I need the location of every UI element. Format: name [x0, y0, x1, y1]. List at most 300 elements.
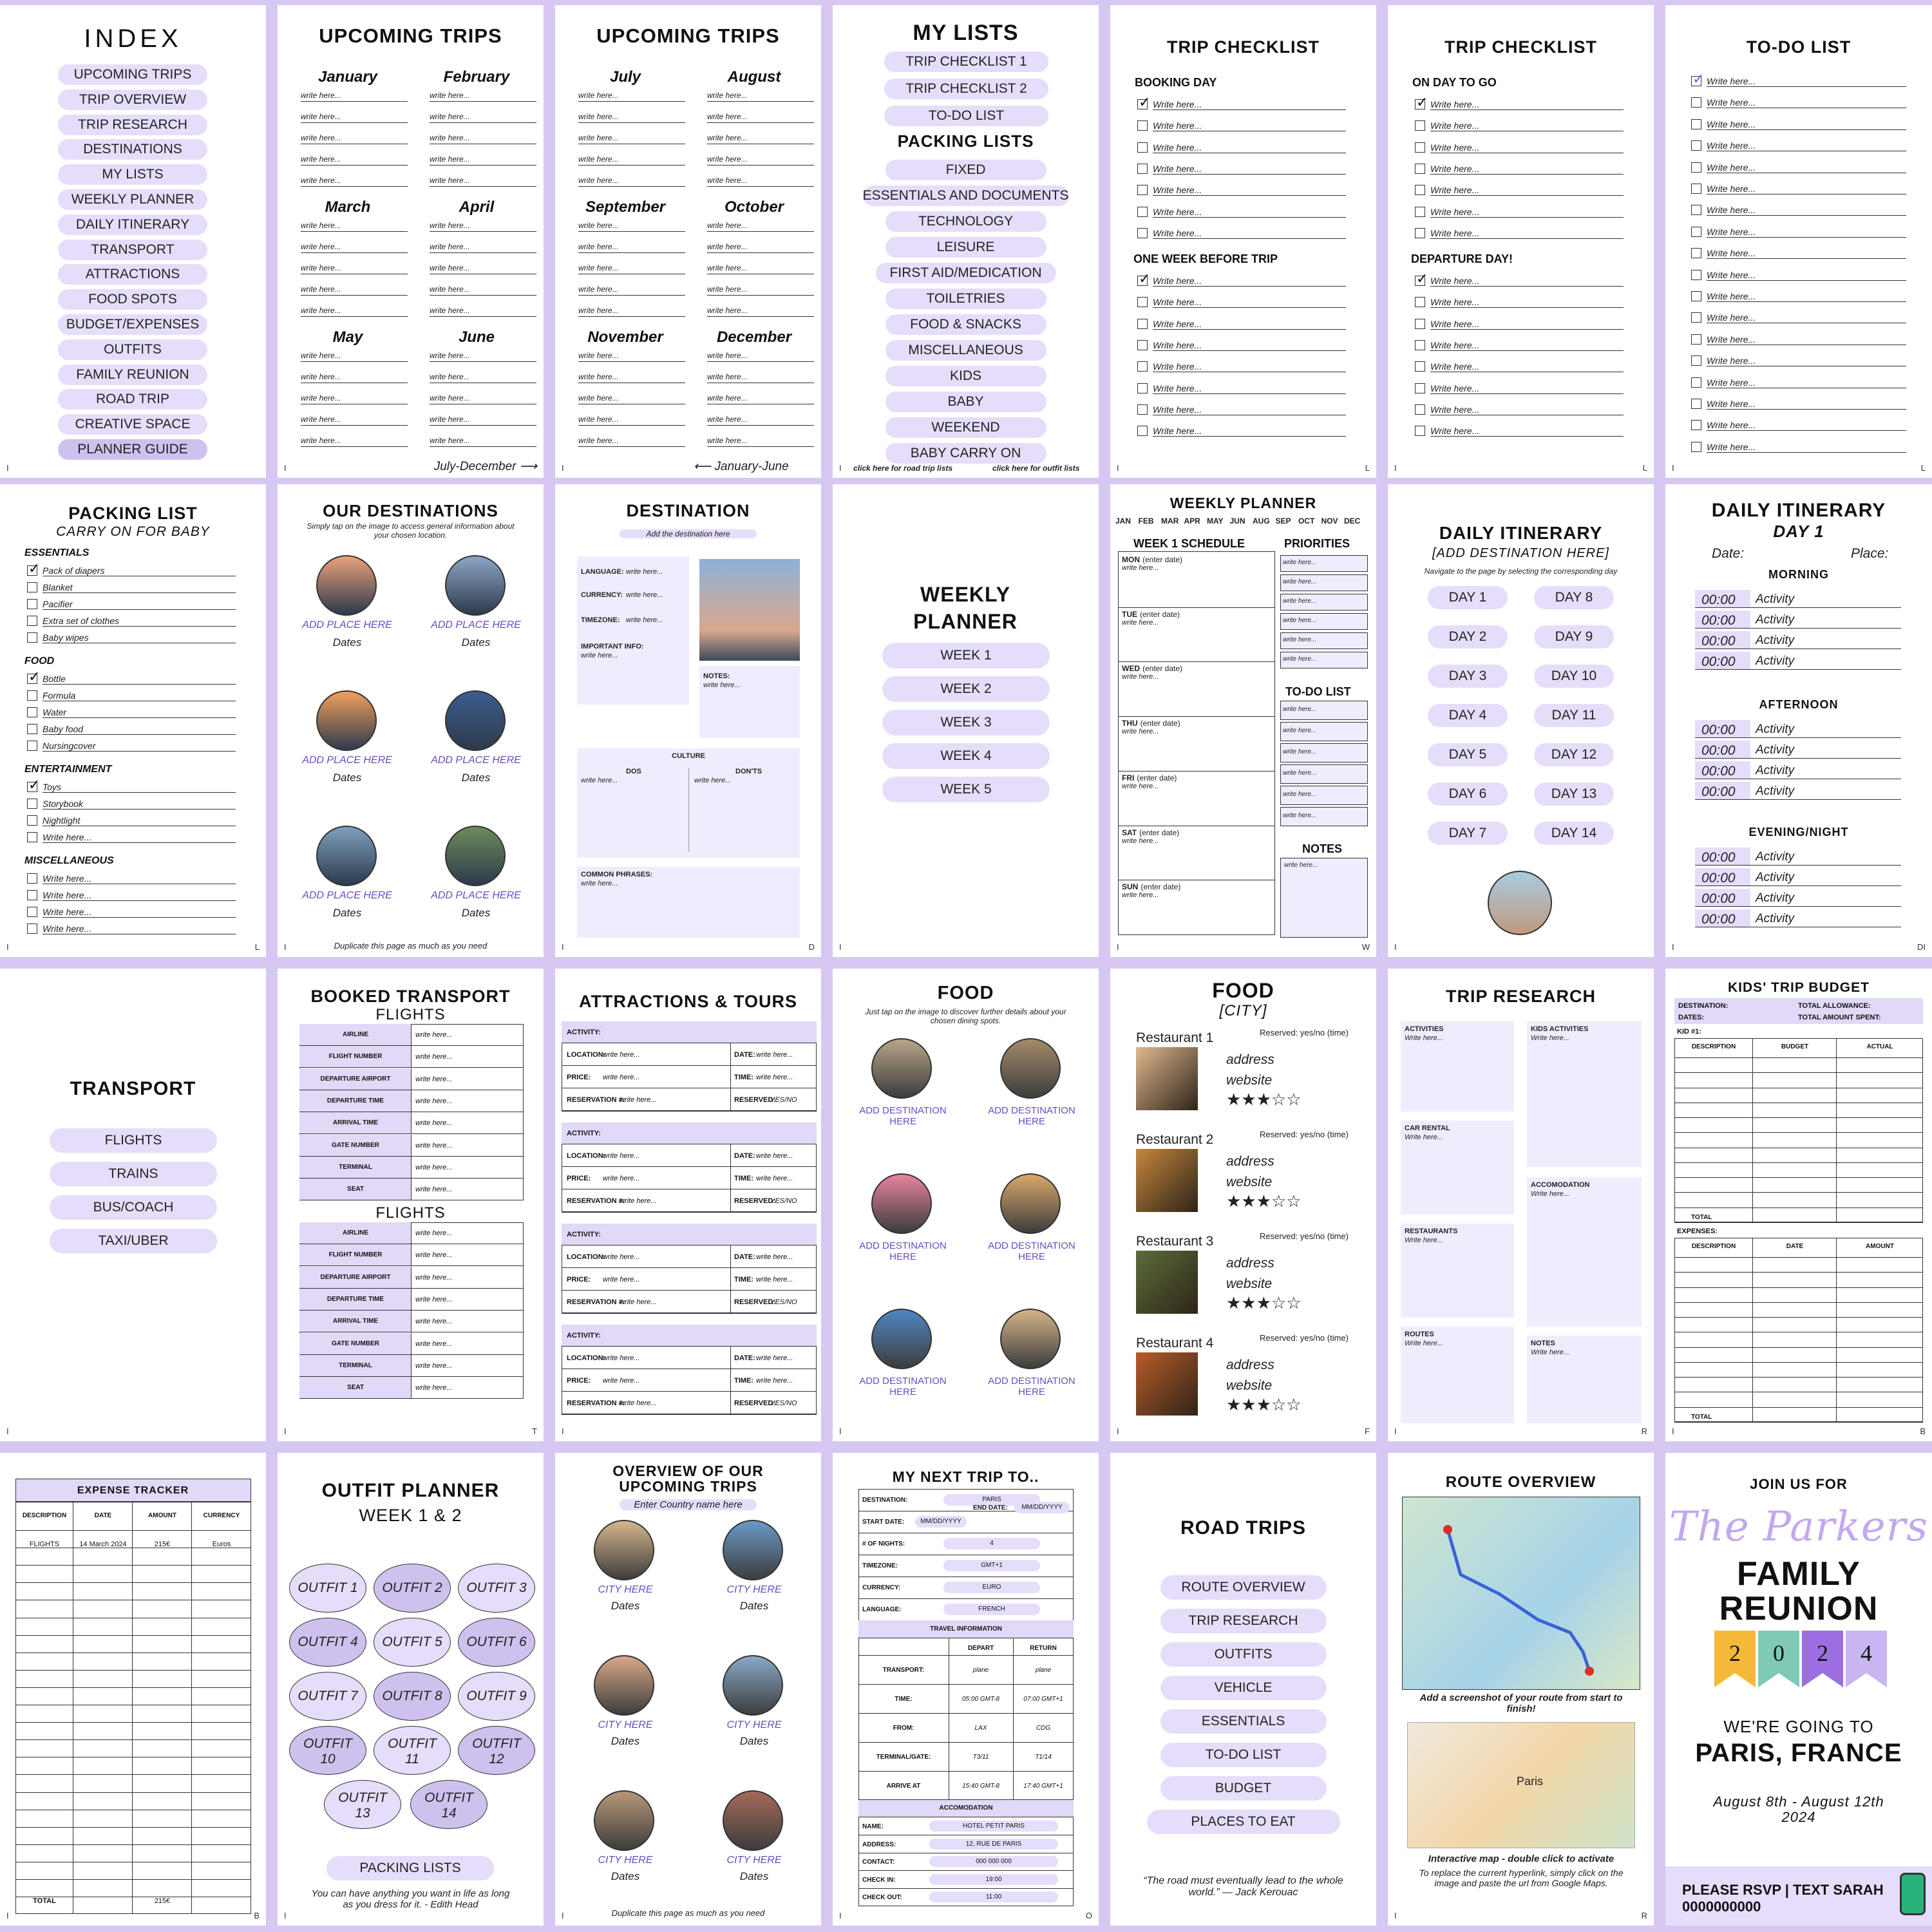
packing-item[interactable]: Write here... — [43, 890, 92, 900]
write-here-field[interactable]: write here... — [603, 1276, 640, 1283]
activity-field[interactable]: Activity — [1756, 850, 1795, 864]
city-photo[interactable] — [723, 1655, 783, 1716]
write-here-field[interactable]: write here... — [1283, 812, 1317, 819]
family-photo[interactable] — [1488, 871, 1552, 935]
outfit-label[interactable]: OUTFIT 11 — [388, 1736, 437, 1766]
restaurant-photo[interactable] — [1000, 1038, 1061, 1099]
website-link[interactable]: website — [1226, 1175, 1273, 1189]
packing-item[interactable]: Nightlight — [43, 815, 80, 826]
checkbox[interactable] — [1691, 227, 1701, 237]
return-value[interactable]: CDG — [1036, 1725, 1051, 1732]
checkbox[interactable] — [1691, 119, 1701, 129]
index-link-2[interactable]: TRIP RESEARCH — [58, 115, 207, 135]
transport-link-2[interactable]: BUS/COACH — [50, 1195, 217, 1220]
transport-link-0[interactable]: FLIGHTS — [50, 1128, 217, 1153]
write-here-field[interactable]: Write here... — [1430, 383, 1480, 393]
write-here-field[interactable]: Write here... — [1430, 185, 1480, 196]
activity-field[interactable]: Activity — [1756, 654, 1795, 668]
checkbox[interactable] — [1415, 361, 1425, 372]
yes-no-toggle[interactable]: YES/NO — [770, 1197, 797, 1205]
day-link[interactable]: DAY 13 — [1534, 782, 1614, 806]
index-link-5[interactable]: WEEKLY PLANNER — [58, 189, 207, 210]
packing-link-7[interactable]: MISCELLANEOUS — [886, 340, 1046, 361]
packing-item[interactable]: Write here... — [43, 832, 92, 842]
outfit-label[interactable]: OUTFIT 9 — [466, 1689, 527, 1703]
restaurant-photo[interactable] — [1136, 1149, 1198, 1212]
write-here-field[interactable]: write here... — [415, 1119, 453, 1128]
enter-date[interactable]: (enter date) — [1137, 773, 1177, 782]
write-here-field[interactable]: Write here... — [1153, 383, 1202, 393]
write-here-field[interactable]: write here... — [707, 176, 748, 185]
write-here-field[interactable]: write here... — [707, 263, 748, 272]
write-here-field[interactable]: write here... — [581, 880, 618, 887]
month-tab-oct[interactable]: OCT — [1298, 516, 1315, 526]
packing-item[interactable]: Water — [43, 707, 67, 717]
write-here-field[interactable]: write here... — [1122, 618, 1159, 627]
page-nav-link[interactable]: July-December ⟶ — [433, 460, 537, 473]
month-tab-apr[interactable]: APR — [1184, 516, 1200, 526]
add-place-label[interactable]: ADD PLACE HERE — [431, 755, 521, 766]
checkbox[interactable] — [1415, 164, 1425, 174]
write-here-field[interactable]: write here... — [301, 242, 341, 251]
week-link-4[interactable]: WEEK 5 — [882, 777, 1050, 802]
write-here-field[interactable]: Write here... — [1430, 361, 1480, 372]
depart-value[interactable]: plane — [972, 1667, 989, 1674]
checkbox[interactable] — [1137, 228, 1148, 238]
time-value[interactable]: 00:00 — [1701, 891, 1736, 906]
write-here-field[interactable]: write here... — [578, 91, 619, 100]
write-here-field[interactable]: write here... — [301, 415, 341, 424]
write-here-field[interactable]: write here... — [578, 415, 619, 424]
week-link-0[interactable]: WEEK 1 — [882, 643, 1050, 668]
write-here-field[interactable]: write here... — [415, 1251, 453, 1260]
packing-item[interactable]: Extra set of clothes — [43, 616, 120, 626]
city-label[interactable]: CITY HERE — [726, 1855, 782, 1866]
write-here-field[interactable]: write here... — [603, 1354, 640, 1362]
destination-photo[interactable] — [316, 690, 377, 751]
write-here-field[interactable]: write here... — [581, 777, 618, 784]
add-place-label[interactable]: ADD PLACE HERE — [431, 620, 521, 630]
activity-field[interactable]: Activity — [1756, 592, 1795, 606]
day-link[interactable]: DAY 8 — [1534, 586, 1614, 609]
write-here-field[interactable]: write here... — [430, 112, 470, 121]
write-here-field[interactable]: write here... — [1283, 656, 1317, 663]
expense-value[interactable]: 14 March 2024 — [79, 1540, 127, 1548]
write-here-field[interactable]: write here... — [1122, 891, 1159, 900]
activity-field[interactable]: Activity — [1756, 723, 1795, 736]
transport-link-3[interactable]: TAXI/UBER — [50, 1229, 217, 1253]
address-field[interactable]: address — [1226, 1358, 1274, 1372]
write-here-field[interactable]: write here... — [756, 1253, 793, 1261]
write-here-field[interactable]: write here... — [707, 155, 748, 164]
write-here-field[interactable]: write here... — [707, 436, 748, 445]
time-value[interactable]: 00:00 — [1701, 723, 1736, 737]
transport-link-1[interactable]: TRAINS — [50, 1162, 217, 1186]
time-value[interactable]: 00:00 — [1701, 784, 1736, 799]
write-here-field[interactable]: write here... — [430, 176, 470, 185]
checkbox[interactable] — [1137, 361, 1148, 372]
roadtrip-link-5[interactable]: TO-DO LIST — [1160, 1743, 1327, 1767]
write-here-field[interactable]: write here... — [415, 1295, 453, 1303]
packing-item[interactable]: Nursingcover — [43, 741, 96, 751]
row-value[interactable]: MM/DD/YYYY — [920, 1518, 961, 1525]
write-here-field[interactable]: write here... — [707, 91, 748, 100]
checkbox[interactable] — [27, 815, 37, 826]
yes-no-toggle[interactable]: YES/NO — [770, 1399, 797, 1407]
packing-link-6[interactable]: FOOD & SNACKS — [886, 314, 1046, 335]
depart-value[interactable]: T3/11 — [972, 1754, 989, 1761]
destination-photo[interactable] — [699, 559, 800, 661]
write-here-field[interactable]: write here... — [620, 1298, 657, 1306]
day-link[interactable]: DAY 6 — [1428, 782, 1508, 806]
write-here-field[interactable]: Write here... — [1153, 404, 1202, 415]
write-here-field[interactable]: Write here... — [1405, 1340, 1443, 1347]
rsvp-phone[interactable]: 0000000000 — [1682, 1899, 1761, 1915]
outfit-label[interactable]: OUTFIT 2 — [382, 1580, 442, 1595]
activity-field[interactable]: Activity — [1756, 912, 1795, 925]
index-link-0[interactable]: UPCOMING TRIPS — [58, 64, 207, 85]
packing-item[interactable]: Formula — [43, 690, 76, 701]
add-destination-label[interactable]: ADD DESTINATION HERE — [859, 1376, 947, 1397]
expense-value[interactable]: FLIGHTS — [29, 1540, 60, 1548]
list-link-2[interactable]: TO-DO LIST — [884, 106, 1048, 126]
packing-link-0[interactable]: FIXED — [886, 160, 1046, 180]
write-here-field[interactable]: write here... — [430, 393, 470, 402]
index-link-14[interactable]: CREATIVE SPACE — [58, 414, 207, 435]
day-link[interactable]: DAY 4 — [1428, 704, 1508, 727]
checkbox[interactable] — [1691, 140, 1701, 151]
checkbox[interactable] — [1691, 162, 1701, 173]
packing-item[interactable]: Blanket — [43, 582, 73, 592]
city-label[interactable]: CITY HERE — [726, 1719, 782, 1730]
enter-date[interactable]: (enter date) — [1142, 555, 1183, 564]
time-value[interactable]: 00:00 — [1701, 613, 1736, 628]
packing-link-10[interactable]: WEEKEND — [886, 417, 1046, 438]
write-here-field[interactable]: write here... — [1122, 564, 1159, 572]
restaurant-photo[interactable] — [1000, 1173, 1061, 1234]
checkbox[interactable] — [1415, 426, 1425, 436]
index-link-6[interactable]: DAILY ITINERARY — [58, 214, 207, 235]
write-here-field[interactable]: write here... — [578, 285, 619, 294]
index-link-15[interactable]: PLANNER GUIDE — [58, 439, 207, 460]
checkbox[interactable] — [1415, 185, 1425, 195]
write-here-field[interactable]: write here... — [430, 285, 470, 294]
checkbox[interactable] — [27, 599, 37, 609]
checkbox[interactable] — [27, 724, 37, 734]
add-destination-label[interactable]: ADD DESTINATION HERE — [988, 1376, 1075, 1397]
packing-link-3[interactable]: LEISURE — [886, 237, 1046, 258]
write-here-field[interactable]: write here... — [707, 393, 748, 402]
outfit-label[interactable]: OUTFIT 12 — [472, 1736, 521, 1766]
write-here-field[interactable]: write here... — [603, 1253, 640, 1261]
day-link[interactable]: DAY 1 — [1428, 586, 1508, 609]
write-here-field[interactable]: Write here... — [1430, 318, 1480, 329]
checkbox[interactable] — [1691, 442, 1701, 452]
restaurant-photo[interactable] — [1136, 1352, 1198, 1416]
outfit-label[interactable]: OUTFIT 1 — [298, 1580, 358, 1595]
write-here-field[interactable]: write here... — [707, 221, 748, 230]
checkbox[interactable] — [27, 923, 37, 934]
write-here-field[interactable]: Write here... — [1430, 426, 1480, 437]
destination-photo[interactable] — [316, 555, 377, 616]
research-box[interactable] — [1527, 1177, 1642, 1327]
day-link[interactable]: DAY 2 — [1428, 625, 1508, 649]
write-here-field[interactable]: write here... — [430, 263, 470, 272]
month-tab-nov[interactable]: NOV — [1321, 516, 1338, 526]
write-here-field[interactable]: write here... — [1122, 728, 1159, 736]
write-here-field[interactable]: write here... — [301, 155, 341, 164]
city-photo[interactable] — [594, 1520, 654, 1580]
return-value[interactable]: 07:00 GMT+1 — [1023, 1696, 1063, 1703]
month-tab-sep[interactable]: SEP — [1275, 516, 1291, 526]
write-here-field[interactable]: write here... — [415, 1163, 453, 1171]
destination-photo[interactable] — [445, 690, 506, 751]
write-here-field[interactable]: Write here... — [1707, 334, 1756, 345]
write-here-field[interactable]: write here... — [603, 1377, 640, 1385]
list-link-1[interactable]: TRIP CHECKLIST 2 — [884, 79, 1048, 99]
website-link[interactable]: website — [1226, 1073, 1273, 1088]
row-value[interactable]: GMT+1 — [981, 1562, 1003, 1569]
write-here-field[interactable]: write here... — [301, 393, 341, 402]
checkbox[interactable] — [27, 582, 37, 592]
checkbox[interactable] — [1691, 377, 1701, 388]
month-tab-may[interactable]: MAY — [1207, 516, 1224, 526]
outfit-label[interactable]: OUTFIT 7 — [298, 1689, 358, 1703]
expense-value[interactable]: 215€ — [154, 1540, 171, 1548]
write-here-field[interactable]: write here... — [603, 1051, 640, 1059]
write-here-field[interactable]: write here... — [415, 1031, 453, 1039]
restaurant-photo[interactable] — [871, 1173, 932, 1234]
star-rating[interactable]: ★★★☆☆ — [1226, 1191, 1302, 1211]
write-here-field[interactable]: Write here... — [1707, 355, 1756, 366]
write-here-field[interactable]: write here... — [578, 242, 619, 251]
checkbox[interactable] — [1137, 383, 1148, 393]
write-here-field[interactable]: write here... — [603, 1175, 640, 1182]
add-destination-label[interactable]: ADD DESTINATION HERE — [988, 1105, 1075, 1127]
write-here-field[interactable]: write here... — [756, 1051, 793, 1059]
write-here-field[interactable]: Write here... — [1153, 276, 1202, 286]
write-here-field[interactable]: Write here... — [1707, 269, 1756, 280]
time-value[interactable]: 00:00 — [1701, 912, 1736, 927]
write-here-field[interactable]: write here... — [430, 351, 470, 360]
write-here-field[interactable]: Write here... — [1707, 248, 1756, 259]
write-here-field[interactable]: write here... — [620, 1096, 657, 1104]
checkbox[interactable] — [27, 832, 37, 842]
write-here-field[interactable]: Write here... — [1153, 120, 1202, 131]
address-field[interactable]: address — [1226, 1154, 1274, 1169]
row-value[interactable]: 12, RUE DE PARIS — [965, 1840, 1022, 1848]
checkbox[interactable] — [1137, 142, 1148, 153]
checkbox[interactable] — [27, 616, 37, 626]
time-value[interactable]: 00:00 — [1701, 871, 1736, 886]
write-here-field[interactable]: Write here... — [1430, 227, 1480, 238]
write-here-field[interactable]: Write here... — [1707, 97, 1756, 108]
reserved-toggle[interactable]: Reserved: yes/no (time) — [1260, 1231, 1349, 1241]
month-tab-aug[interactable]: AUG — [1253, 516, 1270, 526]
write-here-field[interactable]: write here... — [578, 112, 619, 121]
write-here-field[interactable]: write here... — [756, 1074, 793, 1081]
write-here-field[interactable]: write here... — [707, 415, 748, 424]
city-label[interactable]: CITY HERE — [598, 1584, 653, 1595]
write-here-field[interactable]: write here... — [1283, 791, 1317, 798]
write-here-field[interactable]: Write here... — [1430, 206, 1480, 217]
write-here-field[interactable]: write here... — [430, 155, 470, 164]
row-value[interactable]: 4 — [990, 1540, 994, 1547]
depart-value[interactable]: 15:40 GMT-8 — [962, 1783, 999, 1790]
research-box[interactable] — [1527, 1021, 1642, 1167]
write-here-field[interactable]: write here... — [620, 1197, 657, 1205]
day-link[interactable]: DAY 14 — [1534, 822, 1614, 845]
write-here-field[interactable]: write here... — [581, 652, 618, 659]
checkbox[interactable] — [27, 707, 37, 717]
write-here-field[interactable]: write here... — [415, 1361, 453, 1370]
month-tab-jun[interactable]: JUN — [1229, 516, 1245, 526]
write-here-field[interactable]: Write here... — [1707, 441, 1756, 452]
enter-date[interactable]: (enter date) — [1141, 882, 1181, 892]
packing-item[interactable]: Write here... — [43, 907, 92, 917]
reserved-toggle[interactable]: Reserved: yes/no (time) — [1260, 1028, 1349, 1037]
time-value[interactable]: 00:00 — [1701, 743, 1736, 758]
write-here-field[interactable]: write here... — [578, 436, 619, 445]
enter-date[interactable]: (enter date) — [1140, 609, 1180, 619]
write-here-field[interactable]: Write here... — [1153, 99, 1202, 109]
checkbox[interactable] — [1415, 142, 1425, 153]
write-here-field[interactable]: write here... — [1283, 748, 1317, 755]
destination-input[interactable]: Add the destination here — [620, 529, 757, 538]
packing-item[interactable]: Storybook — [43, 799, 84, 809]
write-here-field[interactable]: write here... — [1283, 598, 1317, 605]
roadtrip-link-1[interactable]: TRIP RESEARCH — [1160, 1609, 1327, 1633]
activity-field[interactable]: Activity — [1756, 743, 1795, 757]
star-rating[interactable]: ★★★☆☆ — [1226, 1090, 1302, 1109]
enter-date[interactable]: (enter date) — [1140, 719, 1180, 728]
write-here-field[interactable]: Write here... — [1153, 339, 1202, 350]
write-here-field[interactable]: Write here... — [1707, 377, 1756, 388]
checkbox[interactable] — [1691, 248, 1701, 258]
day-link[interactable]: DAY 10 — [1534, 665, 1614, 688]
write-here-field[interactable]: write here... — [430, 415, 470, 424]
write-here-field[interactable]: Write here... — [1707, 162, 1756, 173]
write-here-field[interactable]: write here... — [578, 176, 619, 185]
add-place-label[interactable]: ADD PLACE HERE — [431, 890, 521, 901]
checkbox[interactable] — [1415, 383, 1425, 393]
city-label[interactable]: CITY HERE — [598, 1855, 653, 1866]
write-here-field[interactable]: Write here... — [1153, 185, 1202, 196]
time-value[interactable]: 00:00 — [1701, 850, 1736, 865]
write-here-field[interactable]: write here... — [301, 91, 341, 100]
checkbox[interactable] — [1415, 120, 1425, 131]
write-here-field[interactable]: Write here... — [1153, 163, 1202, 174]
write-here-field[interactable]: write here... — [578, 155, 619, 164]
write-here-field[interactable]: Write here... — [1153, 361, 1202, 372]
depart-value[interactable]: 05:00 GMT-8 — [962, 1696, 999, 1703]
write-here-field[interactable]: write here... — [707, 372, 748, 381]
index-link-7[interactable]: TRANSPORT — [58, 240, 207, 260]
checkbox[interactable] — [27, 873, 37, 884]
write-here-field[interactable]: Write here... — [1430, 142, 1480, 153]
write-here-field[interactable]: Write here... — [1531, 1349, 1569, 1356]
checkbox[interactable] — [1137, 319, 1148, 329]
packing-item[interactable]: Pacifier — [43, 599, 73, 609]
write-here-field[interactable]: write here... — [1122, 837, 1159, 845]
write-here-field[interactable]: write here... — [756, 1354, 793, 1362]
checkbox[interactable] — [1415, 340, 1425, 350]
checkbox[interactable] — [1691, 291, 1701, 301]
row-value[interactable]: EURO — [982, 1584, 1001, 1591]
write-here-field[interactable]: write here... — [301, 263, 341, 272]
write-here-field[interactable]: write here... — [415, 1384, 453, 1392]
write-here-field[interactable]: Write here... — [1707, 184, 1756, 194]
restaurant-photo[interactable] — [871, 1309, 932, 1369]
day-link[interactable]: DAY 7 — [1428, 822, 1508, 845]
checkbox[interactable] — [1137, 164, 1148, 174]
write-here-field[interactable]: write here... — [415, 1053, 453, 1061]
roadtrip-link-4[interactable]: ESSENTIALS — [1160, 1709, 1327, 1734]
write-here-field[interactable]: write here... — [603, 1152, 640, 1160]
checkbox[interactable] — [1691, 420, 1701, 430]
write-here-field[interactable]: write here... — [626, 591, 663, 599]
write-here-field[interactable]: write here... — [1283, 727, 1317, 734]
checkbox[interactable] — [1691, 184, 1701, 194]
write-here-field[interactable]: write here... — [430, 306, 470, 315]
checkbox[interactable] — [1415, 207, 1425, 217]
city-photo[interactable] — [723, 1520, 783, 1580]
write-here-field[interactable]: write here... — [703, 681, 741, 689]
write-here-field[interactable]: write here... — [430, 221, 470, 230]
time-value[interactable]: 00:00 — [1701, 654, 1736, 669]
write-here-field[interactable]: write here... — [301, 306, 341, 315]
page-nav-link[interactable]: ⟵ January-June — [694, 460, 789, 473]
write-here-field[interactable]: write here... — [578, 372, 619, 381]
checkbox[interactable] — [1137, 426, 1148, 436]
write-here-field[interactable]: Write here... — [1430, 276, 1480, 286]
yes-no-toggle[interactable]: YES/NO — [770, 1298, 797, 1306]
destination-photo[interactable] — [445, 555, 506, 616]
write-here-field[interactable]: write here... — [578, 351, 619, 360]
outfit-label[interactable]: OUTFIT 8 — [382, 1689, 442, 1703]
index-link-8[interactable]: ATTRACTIONS — [58, 264, 207, 285]
row-value[interactable]: 000 000 000 — [976, 1858, 1012, 1866]
write-here-field[interactable]: Write here... — [1430, 404, 1480, 415]
checkbox[interactable] — [1137, 120, 1148, 131]
outfit-label[interactable]: OUTFIT 10 — [303, 1736, 352, 1766]
write-here-field[interactable]: Write here... — [1405, 1133, 1443, 1141]
row-value[interactable]: 11:00 — [985, 1893, 1002, 1901]
write-here-field[interactable]: write here... — [415, 1075, 453, 1083]
website-link[interactable]: website — [1226, 1276, 1273, 1291]
index-link-4[interactable]: MY LISTS — [58, 164, 207, 185]
packing-item[interactable]: Write here... — [43, 873, 92, 884]
write-here-field[interactable]: Write here... — [1531, 1190, 1569, 1198]
write-here-field[interactable]: write here... — [301, 221, 341, 230]
write-here-field[interactable]: write here... — [694, 777, 732, 784]
outfit-label[interactable]: OUTFIT 3 — [466, 1580, 527, 1595]
index-link-3[interactable]: DESTINATIONS — [58, 139, 207, 160]
packing-link-1[interactable]: ESSENTIALS AND DOCUMENTS — [863, 185, 1069, 206]
checkbox[interactable] — [1691, 334, 1701, 345]
day-link[interactable]: DAY 3 — [1428, 665, 1508, 688]
activity-field[interactable]: Activity — [1756, 784, 1795, 798]
write-here-field[interactable]: write here... — [1283, 636, 1317, 643]
checkbox[interactable] — [1691, 355, 1701, 366]
write-here-field[interactable]: write here... — [578, 306, 619, 315]
write-here-field[interactable]: write here... — [626, 616, 663, 624]
write-here-field[interactable]: write here... — [415, 1273, 453, 1282]
write-here-field[interactable]: write here... — [707, 112, 748, 121]
add-destination-label[interactable]: ADD DESTINATION HERE — [859, 1105, 947, 1127]
index-link-13[interactable]: ROAD TRIP — [58, 389, 207, 410]
write-here-field[interactable]: write here... — [415, 1097, 453, 1105]
